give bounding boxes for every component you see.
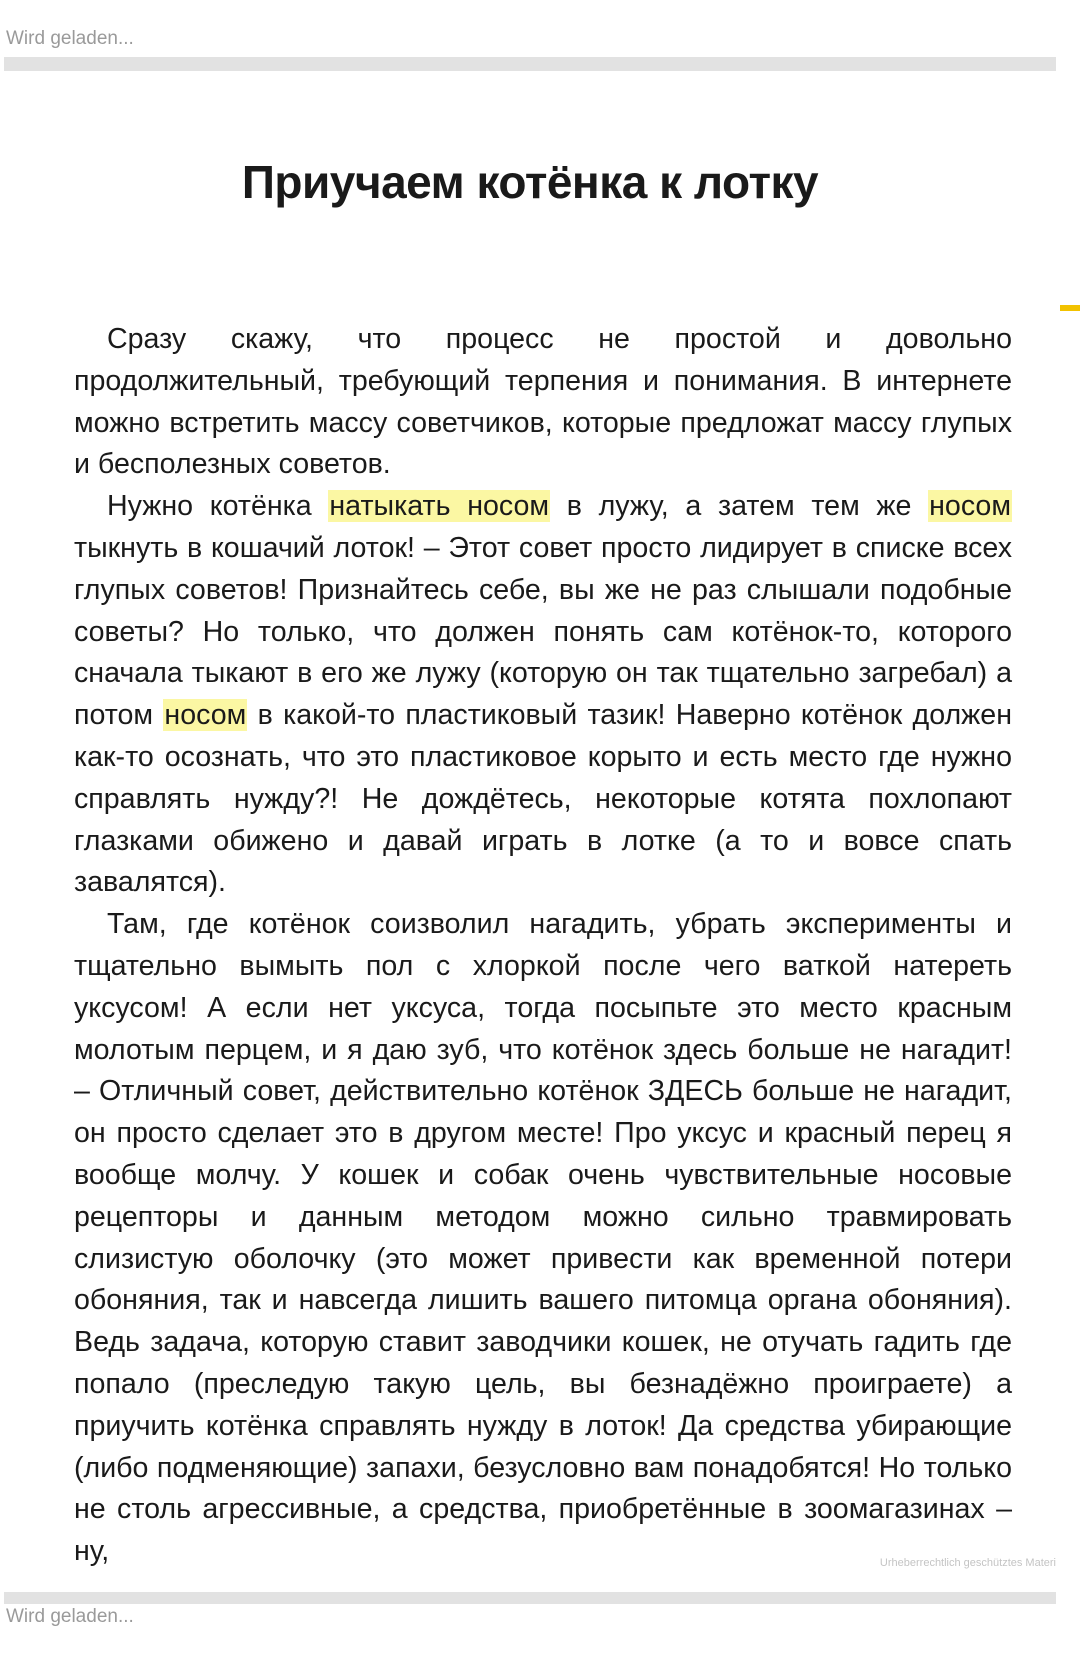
search-highlight[interactable]: носом — [929, 490, 1011, 523]
page-separator-top — [4, 57, 1056, 71]
paragraph-3: Там, где котёнок соизволил нагадить, убрать эксперименты и тщательно вымыть пол с хлоркой после чего ваткой натереть уксусом! А если нет уксуса, тогда посыпьте это место красным молотым перцем, и я даю зуб, что котёнок здесь больше не нагадит! – Отличный совет, действительно котёнок ЗДЕСЬ больше не нагадит, он просто сделает это в другом месте! Про уксус и красный перец я вообще молчу. У кошек и собак очень чувствительные носовые рецепторы и данным методом можно сильно травмировать слизистую оболочку (это может привести как временной потери обоняния, так и навсегда лишить вашего питомца органа обоняния). Ведь задача, которую ставит заводчики кошек, не отучать гадить где попало (преследую такую цель, вы безнадёжно проиграете) а приучить котёнка справлять нужду в лоток! Да средства убирающие (либо подменяющие) запахи, безусловно вам понадобятся! Но только не столь агрессивные, а средства, приобретённые в зоомагазинах – ну, — [74, 908, 1012, 1568]
search-highlight[interactable]: натыкать носом — [329, 490, 550, 523]
book-page — [4, 71, 1056, 1592]
text-span: в лужу, а затем тем же — [550, 490, 929, 523]
scroll-position-marker[interactable] — [1060, 305, 1080, 311]
copyright-notice: Urheberrechtlich geschütztes Materi — [879, 1557, 1056, 1569]
text-span: тыкнуть в кошачий лоток! – Этот совет просто лидирует в списке всех глупых советов! Признайтесь себе, вы же не раз слышали подобные советы? Но только, что должен понять сам котёнок-то, которого сначала тыкают в его же лужу (которую он так тщательно загребал) а потом — [74, 531, 1012, 732]
page-separator-bottom — [4, 1592, 1056, 1604]
text-span: Нужно котёнка — [107, 490, 329, 523]
search-highlight[interactable]: носом — [164, 699, 247, 732]
loading-status-top: Wird geladen... — [6, 28, 134, 49]
paragraph-1: Сразу скажу, что процесс не простой и довольно продолжительный, требующий терпения и понимания. В интернете можно встретить массу советчиков, которые предложат массу глупых и бесполезных советов. — [74, 323, 1012, 481]
loading-status-bottom: Wird geladen... — [6, 1606, 134, 1627]
paragraph-2 — [74, 486, 1012, 904]
article-body — [74, 319, 1012, 1573]
page-title: Приучаем котёнка к лотку — [241, 156, 819, 208]
text-span: в какой-то пластиковый тазик! Наверно котёнок должен как-то осознать, что это пластиковое корыто и есть место где нужно справлять нужду?! Не дождётесь, некоторые котята похлопают глазками обижено и давай играть в лотке (а то и вовсе спать завалятся). — [74, 699, 1012, 899]
